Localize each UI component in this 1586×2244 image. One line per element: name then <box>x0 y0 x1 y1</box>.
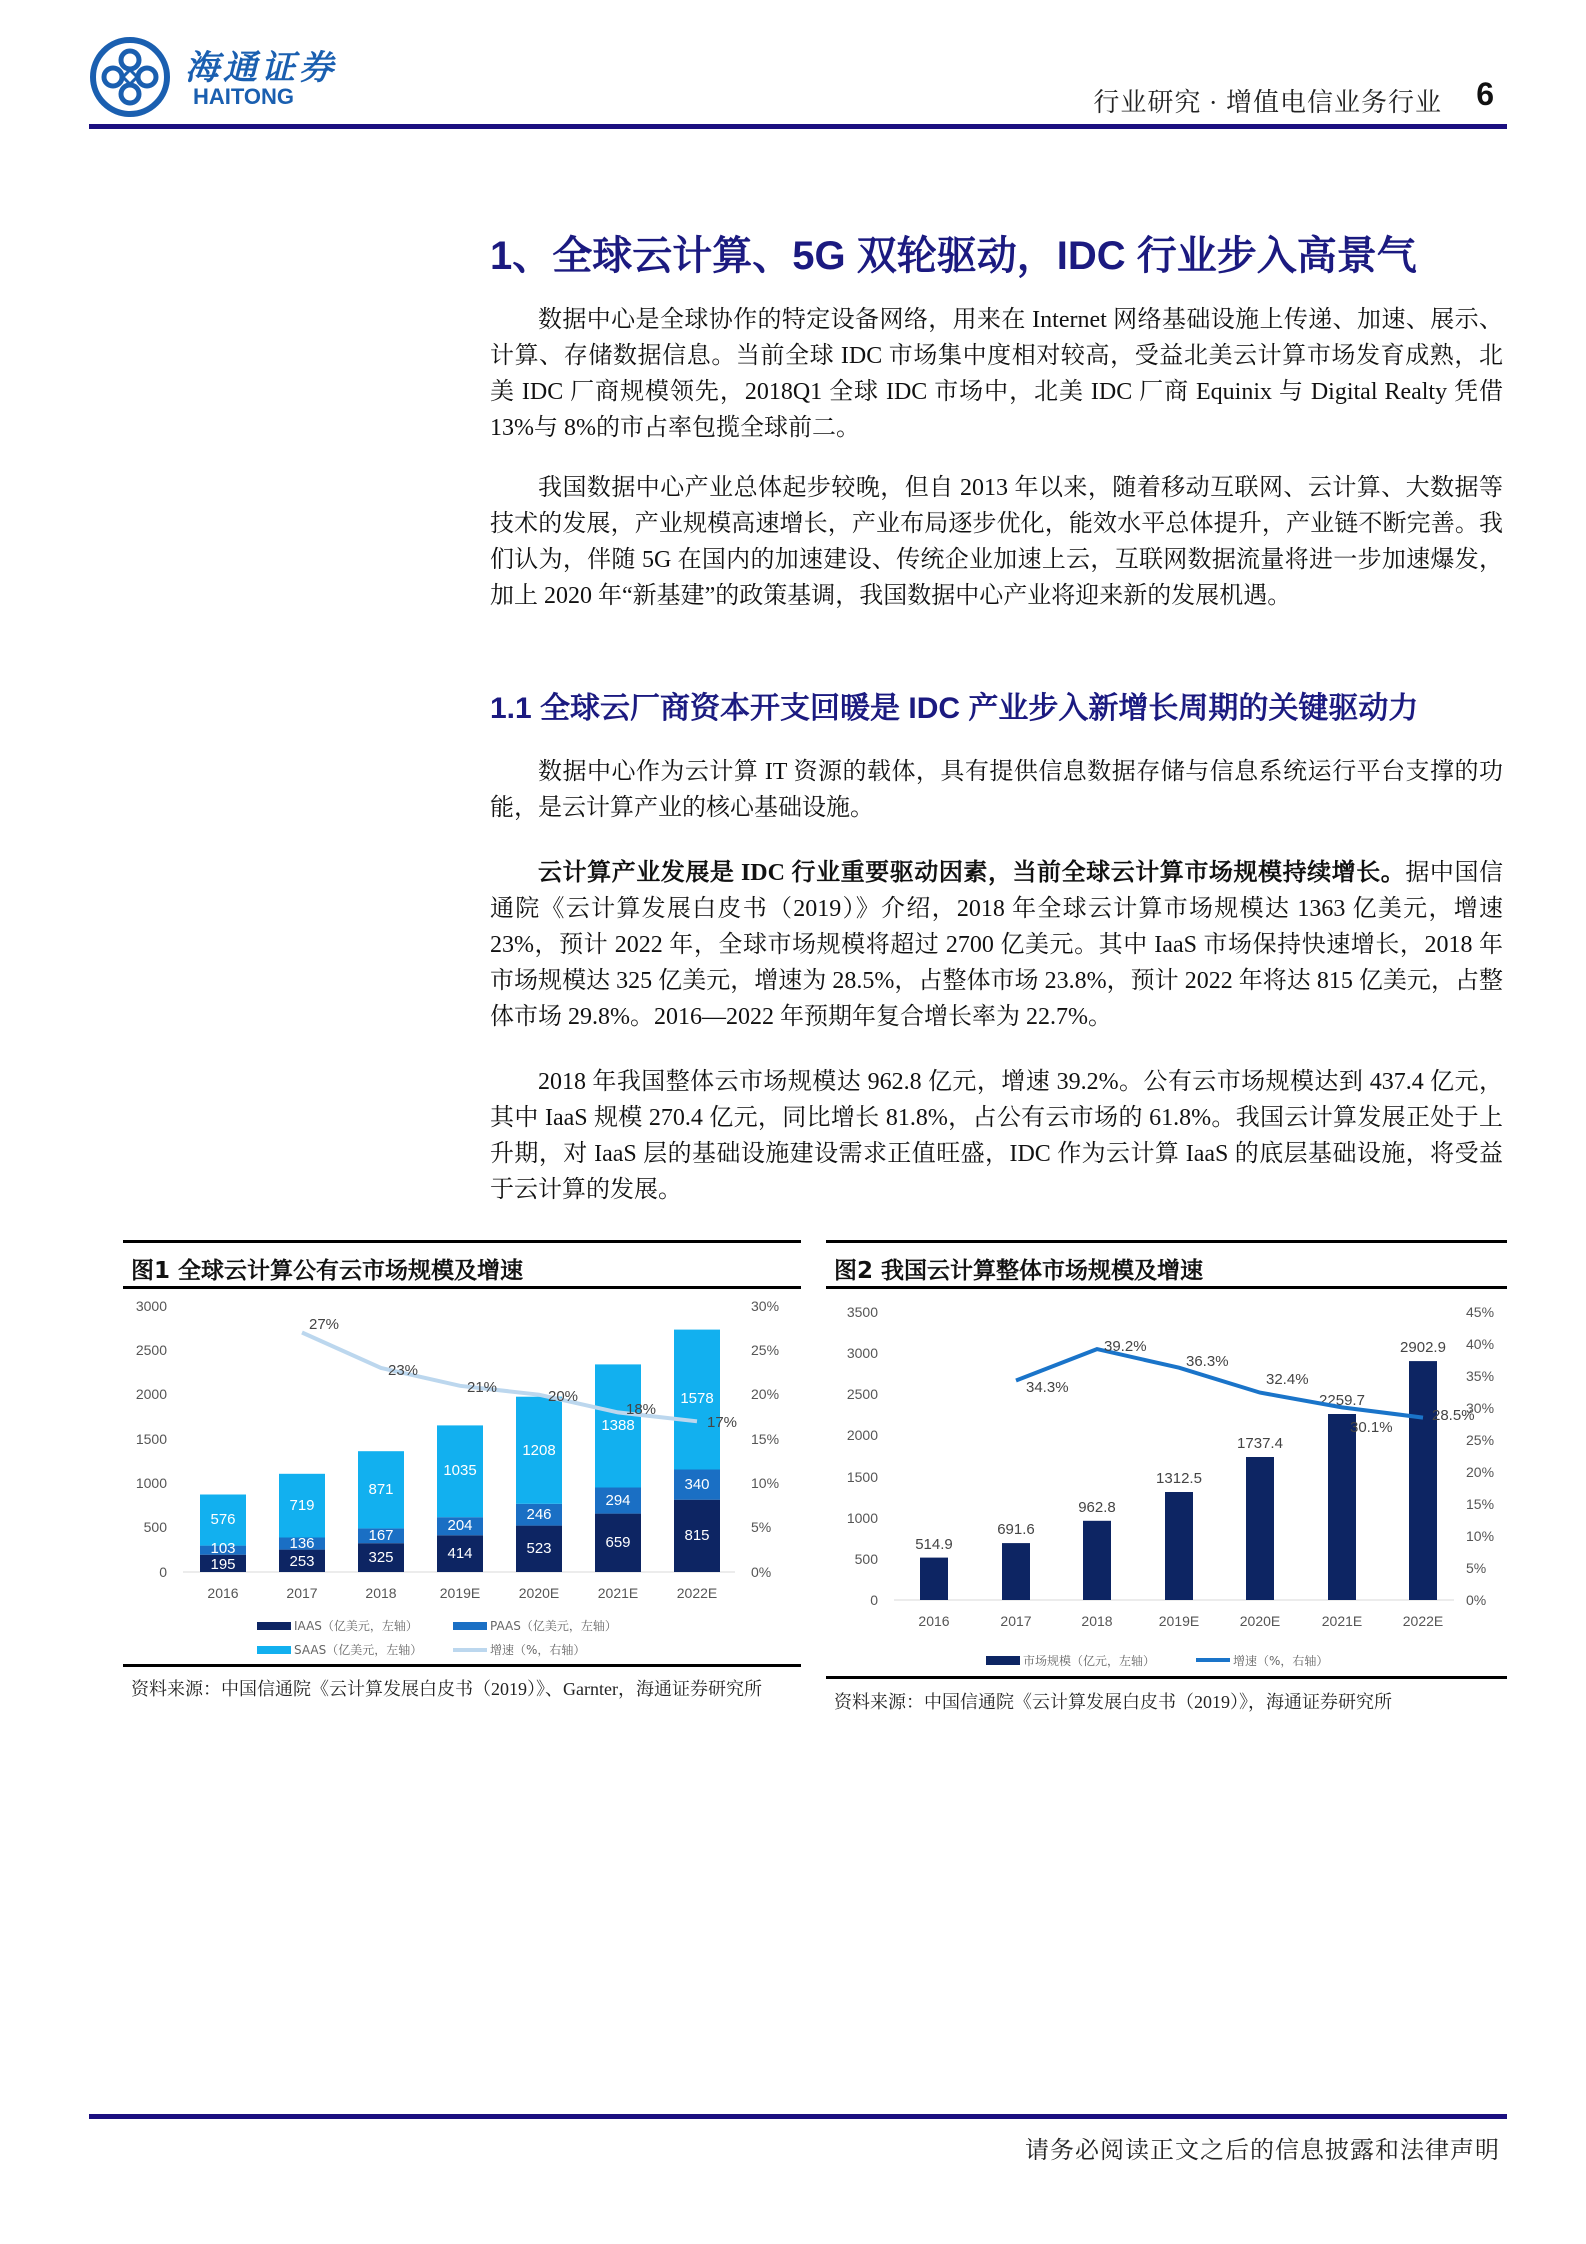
svg-text:1737.4: 1737.4 <box>1237 1435 1283 1452</box>
svg-text:659: 659 <box>605 1534 631 1551</box>
svg-text:719: 719 <box>289 1497 315 1514</box>
svg-text:2020E: 2020E <box>1239 1613 1281 1629</box>
svg-text:500: 500 <box>854 1551 878 1567</box>
svg-text:25%: 25% <box>751 1342 780 1358</box>
svg-text:2902.9: 2902.9 <box>1400 1339 1446 1356</box>
svg-text:2016: 2016 <box>207 1585 239 1601</box>
svg-text:30.1%: 30.1% <box>1350 1419 1393 1436</box>
svg-text:1312.5: 1312.5 <box>1156 1470 1202 1487</box>
svg-text:523: 523 <box>526 1540 552 1557</box>
figure-1-source: 资料来源：中国信通院《云计算发展白皮书（2019）》、Garnter，海通证券研究所 <box>131 1679 762 1699</box>
svg-text:2022E: 2022E <box>1402 1613 1444 1629</box>
svg-text:2022E: 2022E <box>676 1585 718 1601</box>
svg-text:3000: 3000 <box>135 1298 167 1314</box>
svg-text:3500: 3500 <box>846 1304 878 1320</box>
svg-text:36.3%: 36.3% <box>1186 1353 1229 1370</box>
svg-text:691.6: 691.6 <box>997 1521 1035 1538</box>
paragraph-4-body: 据中国信通院《云计算发展白皮书（2019）》介绍，2018 年全球云计算市场规模达 1363 亿美元，增速 23%，预计 2022 年，全球市场规模将超过 2700 亿美元。其中 IaaS 市场保持快速增长，2018 年市场规模达 325 亿美元，增速为 28.5%，占整体市场 23.8%，预计 2022 年将达 815 亿美元，占整体市场 29.8%。2016—2022 年预期年复合增长率为 22.7%。 <box>490 860 1504 1030</box>
svg-text:0%: 0% <box>1466 1592 1487 1608</box>
figure-1-top-rule <box>123 1240 801 1243</box>
svg-text:39.2%: 39.2% <box>1104 1338 1147 1355</box>
svg-text:25%: 25% <box>1466 1432 1495 1448</box>
svg-text:40%: 40% <box>1466 1336 1495 1352</box>
svg-text:1500: 1500 <box>135 1431 167 1447</box>
svg-text:204: 204 <box>447 1517 473 1534</box>
svg-text:167: 167 <box>368 1527 394 1544</box>
svg-text:2017: 2017 <box>286 1585 318 1601</box>
footer-disclaimer: 请务必阅读正文之后的信息披露和法律声明 <box>1025 2138 1500 2164</box>
figure-2-bottom-rule <box>826 1676 1507 1679</box>
figure-2-chart <box>826 1292 1507 1672</box>
figure-1 <box>123 1240 801 1710</box>
svg-text:294: 294 <box>605 1492 631 1509</box>
svg-text:20%: 20% <box>1466 1464 1495 1480</box>
svg-text:246: 246 <box>526 1506 552 1523</box>
section-heading-1: 1、全球云计算、5G 双轮驱动，IDC 行业步入高景气 <box>490 234 1417 278</box>
svg-text:0: 0 <box>870 1592 878 1608</box>
svg-text:增速（%，右轴）: 增速（%，右轴） <box>1233 1654 1329 1668</box>
svg-text:0: 0 <box>159 1564 167 1580</box>
svg-text:32.4%: 32.4% <box>1266 1371 1309 1388</box>
figure-1-title: 图1 全球云计算公有云市场规模及增速 <box>131 1258 524 1284</box>
figure-1-bottom-rule <box>123 1664 801 1667</box>
svg-text:18%: 18% <box>626 1401 657 1418</box>
svg-text:1578: 1578 <box>680 1390 714 1407</box>
svg-text:2000: 2000 <box>846 1427 878 1443</box>
haitong-emblem-icon <box>89 36 171 118</box>
svg-text:20%: 20% <box>548 1388 579 1405</box>
svg-text:195: 195 <box>210 1556 236 1573</box>
figure-2-title-rule <box>826 1286 1507 1289</box>
svg-text:340: 340 <box>684 1476 710 1493</box>
svg-text:15%: 15% <box>751 1431 780 1447</box>
svg-text:325: 325 <box>368 1549 394 1566</box>
svg-text:10%: 10% <box>1466 1528 1495 1544</box>
paragraph-1: 数据中心是全球协作的特定设备网络，用来在 Internet 网络基础设施上传递、加速、展示、计算、存储数据信息。当前全球 IDC 市场集中度相对较高，受益北美云计算市场发育成熟，北美 IDC 厂商规模领先，2018Q1 全球 IDC 市场中，北美 IDC 厂商 Equinix 与 Digital Realty 凭借 13%与 8%的市占率包揽全球前二。 <box>490 307 1503 441</box>
svg-text:17%: 17% <box>707 1414 738 1431</box>
paragraph-2: 我国数据中心产业总体起步较晚，但自 2013 年以来，随着移动互联网、云计算、大数据等技术的发展，产业规模高速增长，产业布局逐步优化，能效水平总体提升，产业链不断完善。我们认为，伴随 5G 在国内的加速建设、传统企业加速上云，互联网数据流量将进一步加速爆发，加上 2020 年“新基建”的政策基调，我国数据中心产业将迎来新的发展机遇。 <box>490 475 1503 609</box>
svg-text:103: 103 <box>210 1540 236 1557</box>
svg-text:IAAS（亿美元，左轴）: IAAS（亿美元，左轴） <box>294 1619 418 1633</box>
svg-text:2018: 2018 <box>365 1585 397 1601</box>
svg-text:1500: 1500 <box>846 1469 878 1485</box>
figure-2-top-rule <box>826 1240 1507 1243</box>
svg-text:27%: 27% <box>309 1316 340 1333</box>
paragraph-3: 数据中心作为云计算 IT 资源的载体，具有提供信息数据存储与信息系统运行平台支撑的功能，是云计算产业的核心基础设施。 <box>490 759 1503 821</box>
svg-text:3000: 3000 <box>846 1345 878 1361</box>
haitong-logo <box>89 36 359 118</box>
svg-text:市场规模（亿元，左轴）: 市场规模（亿元，左轴） <box>1023 1654 1156 1668</box>
svg-text:1388: 1388 <box>601 1417 635 1434</box>
figure-2 <box>826 1240 1507 1710</box>
svg-text:2020E: 2020E <box>518 1585 560 1601</box>
logo-english-text: HAITONG <box>193 84 295 109</box>
svg-text:45%: 45% <box>1466 1304 1495 1320</box>
header-section-label: 行业研究 · 增值电信业务行业 <box>1093 88 1442 117</box>
svg-text:2019E: 2019E <box>1158 1613 1200 1629</box>
svg-text:962.8: 962.8 <box>1078 1499 1116 1516</box>
svg-text:SAAS（亿美元，左轴）: SAAS（亿美元，左轴） <box>294 1643 423 1657</box>
svg-text:2021E: 2021E <box>1321 1613 1363 1629</box>
svg-text:35%: 35% <box>1466 1368 1495 1384</box>
figure-2-legend <box>986 1653 1328 1668</box>
logo-chinese-text: 海通证券 <box>185 48 337 88</box>
svg-text:136: 136 <box>289 1535 315 1552</box>
svg-text:2017: 2017 <box>1000 1613 1032 1629</box>
svg-text:871: 871 <box>368 1481 394 1498</box>
svg-text:0%: 0% <box>751 1564 772 1580</box>
svg-text:28.5%: 28.5% <box>1432 1407 1475 1424</box>
svg-text:815: 815 <box>684 1527 710 1544</box>
svg-text:增速（%，右轴）: 增速（%，右轴） <box>490 1643 586 1657</box>
svg-text:1000: 1000 <box>846 1510 878 1526</box>
svg-text:2000: 2000 <box>135 1386 167 1402</box>
paragraph-4-lead: 云计算产业发展是 IDC 行业重要驱动因素，当前全球云计算市场规模持续增长。 <box>538 860 1406 886</box>
page-number: 6 <box>1476 76 1494 112</box>
svg-text:30%: 30% <box>751 1298 780 1314</box>
figure-1-chart <box>123 1292 801 1662</box>
svg-text:2021E: 2021E <box>597 1585 639 1601</box>
svg-text:1208: 1208 <box>522 1442 556 1459</box>
svg-text:2018: 2018 <box>1081 1613 1113 1629</box>
header-divider <box>89 124 1507 129</box>
paragraph-5: 2018 年我国整体云市场规模达 962.8 亿元，增速 39.2%。公有云市场规模达到 437.4 亿元，其中 IaaS 规模 270.4 亿元，同比增长 81.8%，占公有云市场的 61.8%。我国云计算发展正处于上升期，对 IaaS 层的基础设施建设需求正值旺盛，IDC 作为云计算 IaaS 的底层基础设施，将受益于云计算的发展。 <box>490 1069 1503 1203</box>
section-heading-1-1: 1.1 全球云厂商资本开支回暖是 IDC 产业步入新增长周期的关键驱动力 <box>490 692 1419 725</box>
figure-2-source: 资料来源：中国信通院《云计算发展白皮书（2019）》，海通证券研究所 <box>834 1692 1392 1712</box>
svg-text:PAAS（亿美元，左轴）: PAAS（亿美元，左轴） <box>490 1619 617 1633</box>
svg-text:2259.7: 2259.7 <box>1319 1392 1365 1409</box>
footer-divider <box>89 2114 1507 2119</box>
svg-text:253: 253 <box>289 1553 315 1570</box>
svg-text:5%: 5% <box>1466 1560 1487 1576</box>
svg-text:576: 576 <box>210 1511 236 1528</box>
svg-text:1035: 1035 <box>443 1462 477 1479</box>
svg-text:414: 414 <box>447 1545 473 1562</box>
svg-text:34.3%: 34.3% <box>1026 1379 1069 1396</box>
svg-text:20%: 20% <box>751 1386 780 1402</box>
svg-text:5%: 5% <box>751 1519 772 1535</box>
paragraph-4 <box>490 855 1503 1035</box>
svg-text:2500: 2500 <box>135 1342 167 1358</box>
svg-text:514.9: 514.9 <box>915 1536 953 1553</box>
figure-2-title: 图2 我国云计算整体市场规模及增速 <box>834 1258 1204 1284</box>
svg-text:23%: 23% <box>388 1362 419 1379</box>
svg-text:2500: 2500 <box>846 1386 878 1402</box>
svg-text:10%: 10% <box>751 1475 780 1491</box>
figure-1-legend <box>257 1618 617 1657</box>
svg-text:2019E: 2019E <box>439 1585 481 1601</box>
figure-1-title-rule <box>123 1286 801 1289</box>
svg-text:30%: 30% <box>1466 1400 1495 1416</box>
svg-text:500: 500 <box>143 1519 167 1535</box>
svg-text:2016: 2016 <box>918 1613 950 1629</box>
svg-text:15%: 15% <box>1466 1496 1495 1512</box>
svg-text:1000: 1000 <box>135 1475 167 1491</box>
svg-text:21%: 21% <box>467 1379 498 1396</box>
